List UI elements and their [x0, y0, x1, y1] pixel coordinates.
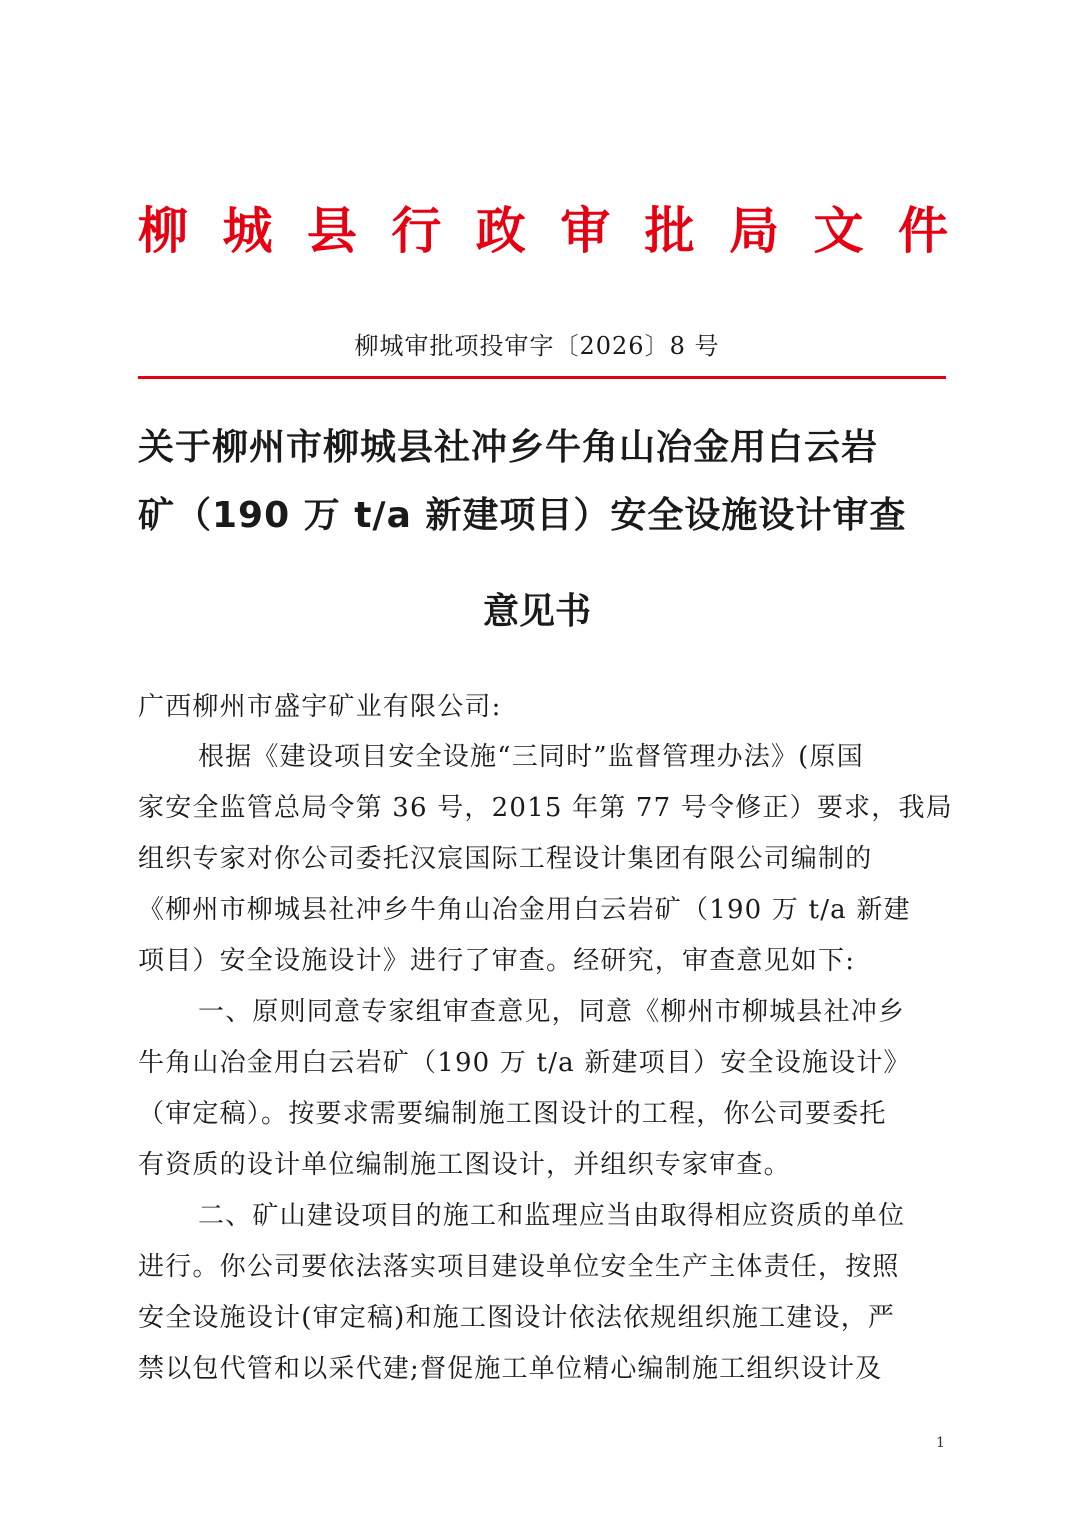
title-line-2: 矿（190 万 t/a 新建项目）安全设施设计审查	[138, 495, 907, 536]
header-char: 柳	[138, 201, 188, 260]
body-line: 一、原则同意专家组审查意见，同意《柳州市柳城县社冲乡	[198, 997, 906, 1027]
title-line-1: 关于柳州市柳城县社冲乡牛角山冶金用白云岩	[138, 427, 879, 468]
document-number: 柳城审批项投审字〔2026〕8 号	[354, 332, 720, 360]
body-line: 二、矿山建设项目的施工和监理应当由取得相应资质的单位	[198, 1201, 906, 1231]
header-char: 文	[813, 201, 864, 260]
body-line: 组织专家对你公司委托汉宸国际工程设计集团有限公司编制的	[138, 844, 873, 874]
body-line: 禁以包代管和以采代建;督促施工单位精心编制施工组织设计及	[138, 1354, 883, 1384]
body-line: 家安全监管总局令第 36 号，2015 年第 77 号令修正）要求，我局	[138, 793, 953, 823]
page-number: 1	[936, 1435, 945, 1451]
body-line: （审定稿）。按要求需要编制施工图设计的工程，你公司要委托	[138, 1099, 887, 1129]
header-char: 件	[897, 201, 948, 260]
header-char: 批	[644, 201, 695, 260]
header-char: 政	[475, 201, 526, 260]
title-line-3: 意见书	[482, 591, 591, 632]
header-char: 城	[222, 201, 273, 260]
header-char: 县	[306, 201, 357, 260]
header-char: 审	[560, 201, 611, 260]
header-char: 行	[391, 201, 442, 260]
body-line: 项目）安全设施设计》进行了审查。经研究，审查意见如下:	[138, 946, 856, 976]
body-line: 根据《建设项目安全设施“三同时”监督管理办法》(原国	[198, 742, 864, 772]
body-line: 安全设施设计(审定稿)和施工图设计依法依规组织施工建设，严	[138, 1303, 896, 1333]
red-divider	[138, 376, 946, 379]
document-header-title	[138, 196, 948, 266]
salutation: 广西柳州市盛宇矿业有限公司:	[138, 692, 502, 722]
body-line: 有资质的设计单位编制施工图设计，并组织专家审查。	[138, 1150, 791, 1180]
body-line: 《柳州市柳城县社冲乡牛角山冶金用白云岩矿（190 万 t/a 新建	[138, 895, 911, 925]
body-line: 进行。你公司要依法落实项目建设单位安全生产主体责任，按照	[138, 1252, 900, 1282]
body-line: 牛角山冶金用白云岩矿（190 万 t/a 新建项目）安全设施设计》	[138, 1048, 911, 1078]
header-char: 局	[729, 201, 780, 260]
